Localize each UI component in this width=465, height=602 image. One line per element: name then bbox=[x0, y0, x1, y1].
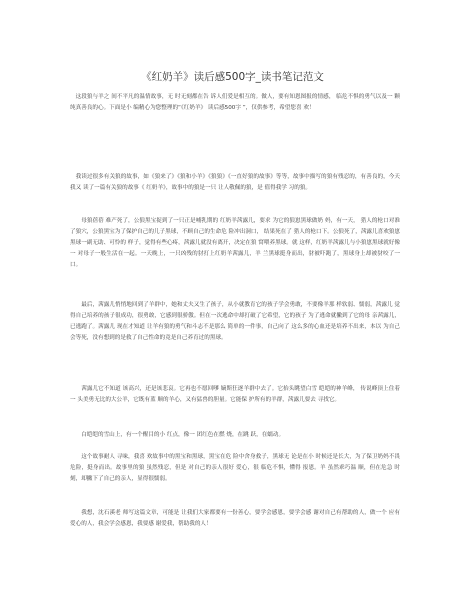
body-paragraph-5: 白皑皑的雪山上，有一个醒目的小 红点，像一 团红色在燃 烧，在跳 跃，在蠕动。 bbox=[81, 432, 285, 438]
intro-paragraph: 这段狼与羊之 间不平凡的温情故事，无 时无刻都在告 诉人们爱是相互的。做人，要有知恩图报的情感， 临危不惧的勇气以及一 颗纯真善良的心。下面是小 编精心为您整理的“《红奶羊》 读后感500字 ”，仅供参考，希望您喜 欢！ bbox=[70, 94, 400, 111]
body-paragraph-3: 最后，茜露儿悄悄地回到了羊群中，她和丈夫又生了孩子，从小就教育它的孩子学会勇敢，不要像羊那 样软弱、懦弱，茜露儿 觉得自己培养的孩子很成功，很勇敢，它感到很骄傲。但在一次逃命中却打破了它希望，它的孩子 为了逃命就撇到了它的母 亲茜露儿，已逃跑了。茜露儿 现在才知道 让羊有狼的勇气和斗志不是那么 简单的一件事，自己向了 这么多的心血还是培养不出来，本以 为自己会等死，没有想到的是救了自己性命的竟是自己养育过的黑球。 bbox=[70, 302, 400, 341]
body-paragraph-1: 我读过很多有关狼的故事，如《狼来了》《狼和小羊》《狼狼》《一直好狼的故事》等等，故事中描写的狼有残忍的，有善良的，今天我又 读了一篇有关狼的故事《 红奶羊》，故事中的狼是一只 让人敬佩的狼，是 值得我学 习的狼。 bbox=[70, 174, 400, 191]
body-paragraph-6: 这个故事耐人 寻味，我喜 欢故事中的黑宝和黑球，黑宝在危 险中舍身救子，黑球无 论是在小 时候还是长大，为了保卫奶妈不畏危险，挺身而出。故事里的狼 虽然残忍，但是 对自己的亲人很好 爱心，很 临危不惧，懂得 报恩。羊 虽然乖巧温 顺，但在危急 时刻，却撇下了自己的亲人，显得很懦弱。 bbox=[70, 454, 400, 482]
closing-paragraph: 我想，沈石溪老 师写这篇文章，可能是 让我们大家都要有一份善心，要学会感恩，要学会感 谢对自己有帮助的人，做一个 应有爱心的人，我会学会感恩，我要感 谢爱我，帮助我的人！ bbox=[70, 510, 400, 527]
body-paragraph-2: 母狼蓓蓓 难产死了，公狼黑宝捉到了一只正是哺乳期的 红奶羊茜露儿，要求 为它的狼崽黑球做奶 妈，有一天， 猎人的枪口对准了狼穴，公狼黑宝为了保护自己的儿子黑球，不顾自己的生命危 险冲出洞口， 结果死在了 猎人的枪口下。公狼死了，茜露儿喜欢狼崽黑球一副无助、可怜的 样子，觉得有些心疼，茜露儿就没有离开，决定在狼 窝喂养黑球。就 这样，红奶羊茜露儿与小狼崽黑球就好像一 对母子一般生活在一起。一天晚上，一只凶残的豺打上红奶羊茜露儿，羊 兰黑球挺身而出，豺被吓跑了，黑球身上却被豺咬了一口。 bbox=[70, 218, 400, 268]
body-paragraph-4: 茜露儿它不知道 该高兴，还是该悲哀。它再也不愿回嗲 嫡斯狂逐羊群中去了。它抬头眺望白雪 皑皑的神羊峰， 传说峰顶上住着一 头美勇无比的大公羊，它既有蓝 顺的羊心，又有猛兽的胆量。它能保 护所有的羊群，茜露儿要去 寻找它。 bbox=[70, 386, 400, 403]
document-title: 《红奶羊》读后感500字_读书笔记范文 bbox=[141, 71, 324, 83]
